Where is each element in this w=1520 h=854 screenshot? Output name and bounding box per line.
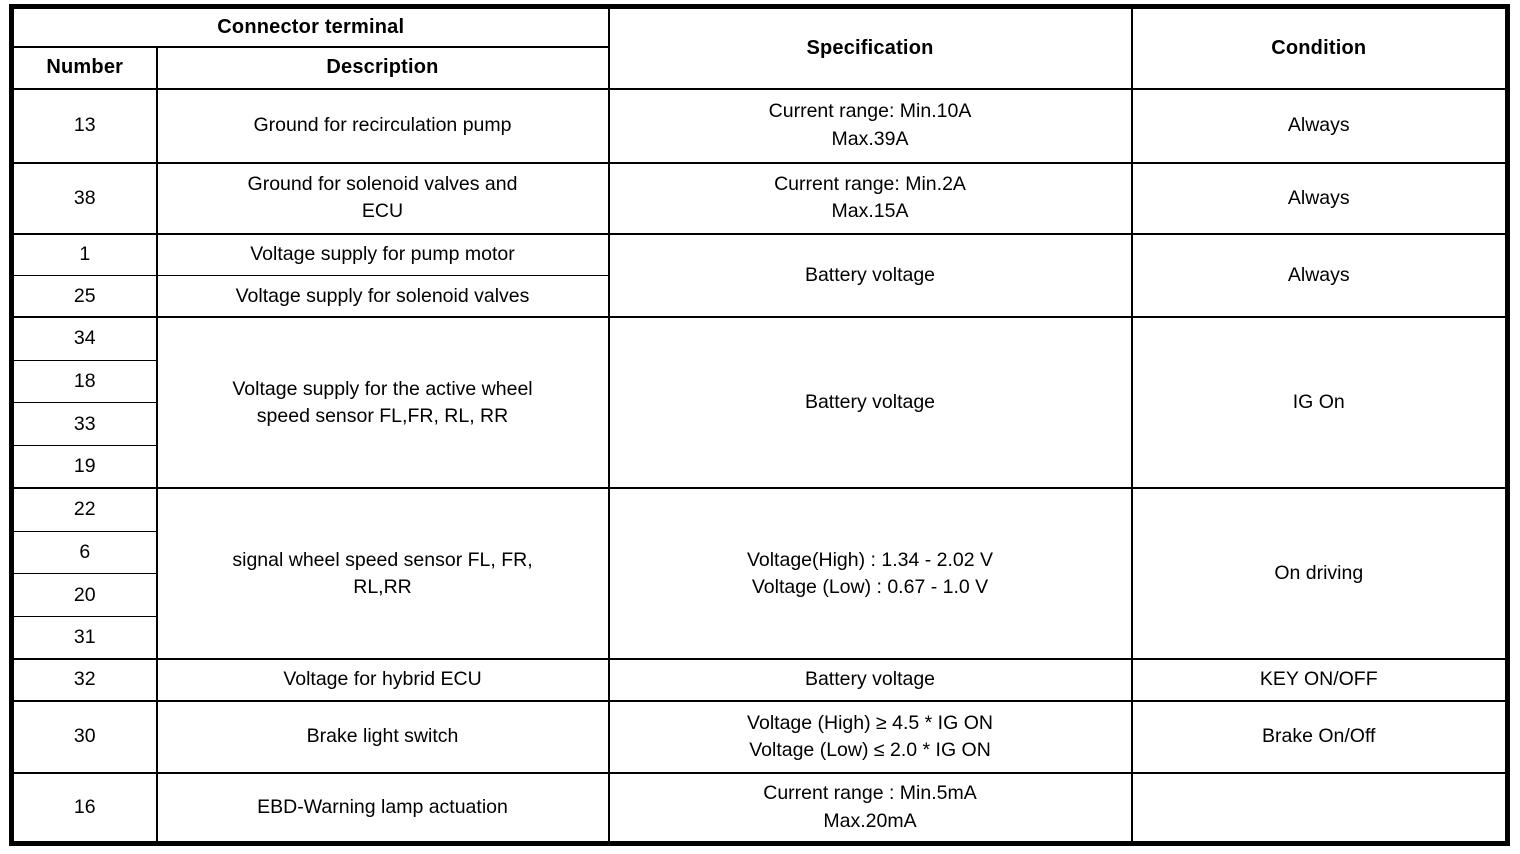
number-cell: 19 — [12, 446, 157, 489]
cell-line: EBD-Warning lamp actuation — [257, 795, 508, 818]
cell-line: Voltage for hybrid ECU — [283, 668, 482, 691]
header-description: Description — [157, 47, 609, 89]
cell-line: Voltage supply for the active wheel — [232, 377, 533, 400]
specification-cell — [609, 773, 1132, 843]
cell-line: Voltage (Low) ≤ 2.0 * IG ON — [749, 739, 991, 762]
description-cell — [157, 773, 609, 843]
description-cell — [157, 317, 609, 488]
cell-line: Ground for solenoid valves and — [247, 173, 518, 196]
header-specification: Specification — [609, 7, 1132, 89]
condition-cell: IG On — [1132, 317, 1508, 488]
condition-cell: Always — [1132, 89, 1508, 163]
condition-cell: Always — [1132, 163, 1508, 234]
description-cell — [157, 163, 609, 234]
cell-line: ECU — [361, 200, 404, 223]
cell-line: Voltage supply for solenoid valves — [235, 284, 530, 307]
table-row — [12, 317, 1508, 360]
number-cell: 6 — [12, 531, 157, 574]
condition-cell — [1132, 773, 1508, 843]
cell-line: Voltage (High) ≥ 4.5 * IG ON — [747, 711, 993, 734]
cell-line: Battery voltage — [804, 264, 936, 287]
condition-cell: Always — [1132, 234, 1508, 317]
condition-cell: On driving — [1132, 488, 1508, 659]
cell-line: speed sensor FL,FR, RL, RR — [256, 404, 509, 427]
description-cell — [157, 488, 609, 659]
cell-line: Max.20mA — [823, 809, 917, 832]
description-cell — [157, 89, 609, 163]
specification-cell — [609, 163, 1132, 234]
number-cell: 18 — [12, 360, 157, 403]
cell-line: Voltage supply for pump motor — [250, 243, 515, 266]
table-row — [12, 89, 1508, 163]
number-cell: 25 — [12, 276, 157, 318]
specification-cell — [609, 317, 1132, 488]
header-row-top — [12, 7, 1508, 47]
number-cell: 32 — [12, 659, 157, 701]
header-number: Number — [12, 47, 157, 89]
number-cell: 13 — [12, 89, 157, 163]
header-connector-terminal: Connector terminal — [12, 7, 609, 47]
specification-cell — [609, 89, 1132, 163]
number-cell: 30 — [12, 701, 157, 773]
table-row — [12, 163, 1508, 234]
cell-line: Voltage(High) : 1.34 - 2.02 V — [746, 548, 994, 571]
cell-line: RL,RR — [353, 575, 412, 598]
condition-cell: KEY ON/OFF — [1132, 659, 1508, 701]
specification-cell — [609, 659, 1132, 701]
number-cell: 22 — [12, 488, 157, 531]
number-cell: 20 — [12, 574, 157, 617]
number-cell: 34 — [12, 317, 157, 360]
cell-line: Battery voltage — [804, 391, 936, 414]
specification-cell — [609, 488, 1132, 659]
cell-line: Current range: Min.2A — [774, 173, 966, 196]
table-row — [12, 488, 1508, 531]
cell-line: Battery voltage — [804, 668, 936, 691]
number-cell: 33 — [12, 403, 157, 446]
description-cell — [157, 234, 609, 276]
table-row — [12, 234, 1508, 276]
number-cell: 1 — [12, 234, 157, 276]
description-cell — [157, 276, 609, 318]
specification-cell — [609, 234, 1132, 317]
description-cell — [157, 659, 609, 701]
header-condition: Condition — [1132, 7, 1508, 89]
number-cell: 16 — [12, 773, 157, 843]
condition-cell: Brake On/Off — [1132, 701, 1508, 773]
table-row — [12, 659, 1508, 701]
number-cell: 38 — [12, 163, 157, 234]
cell-line: Current range : Min.5mA — [763, 782, 977, 805]
connector-terminal-table — [9, 4, 1510, 846]
specification-cell — [609, 701, 1132, 773]
cell-line: signal wheel speed sensor FL, FR, — [232, 548, 533, 571]
number-cell: 31 — [12, 617, 157, 660]
description-cell — [157, 701, 609, 773]
cell-line: Max.15A — [831, 200, 909, 223]
table-row — [12, 773, 1508, 843]
cell-line: Voltage (Low) : 0.67 - 1.0 V — [751, 575, 989, 598]
cell-line: Brake light switch — [306, 725, 459, 748]
cell-line: Max.39A — [831, 127, 909, 150]
cell-line: Ground for recirculation pump — [253, 113, 512, 136]
table-row — [12, 701, 1508, 773]
cell-line: Current range: Min.10A — [768, 100, 972, 123]
